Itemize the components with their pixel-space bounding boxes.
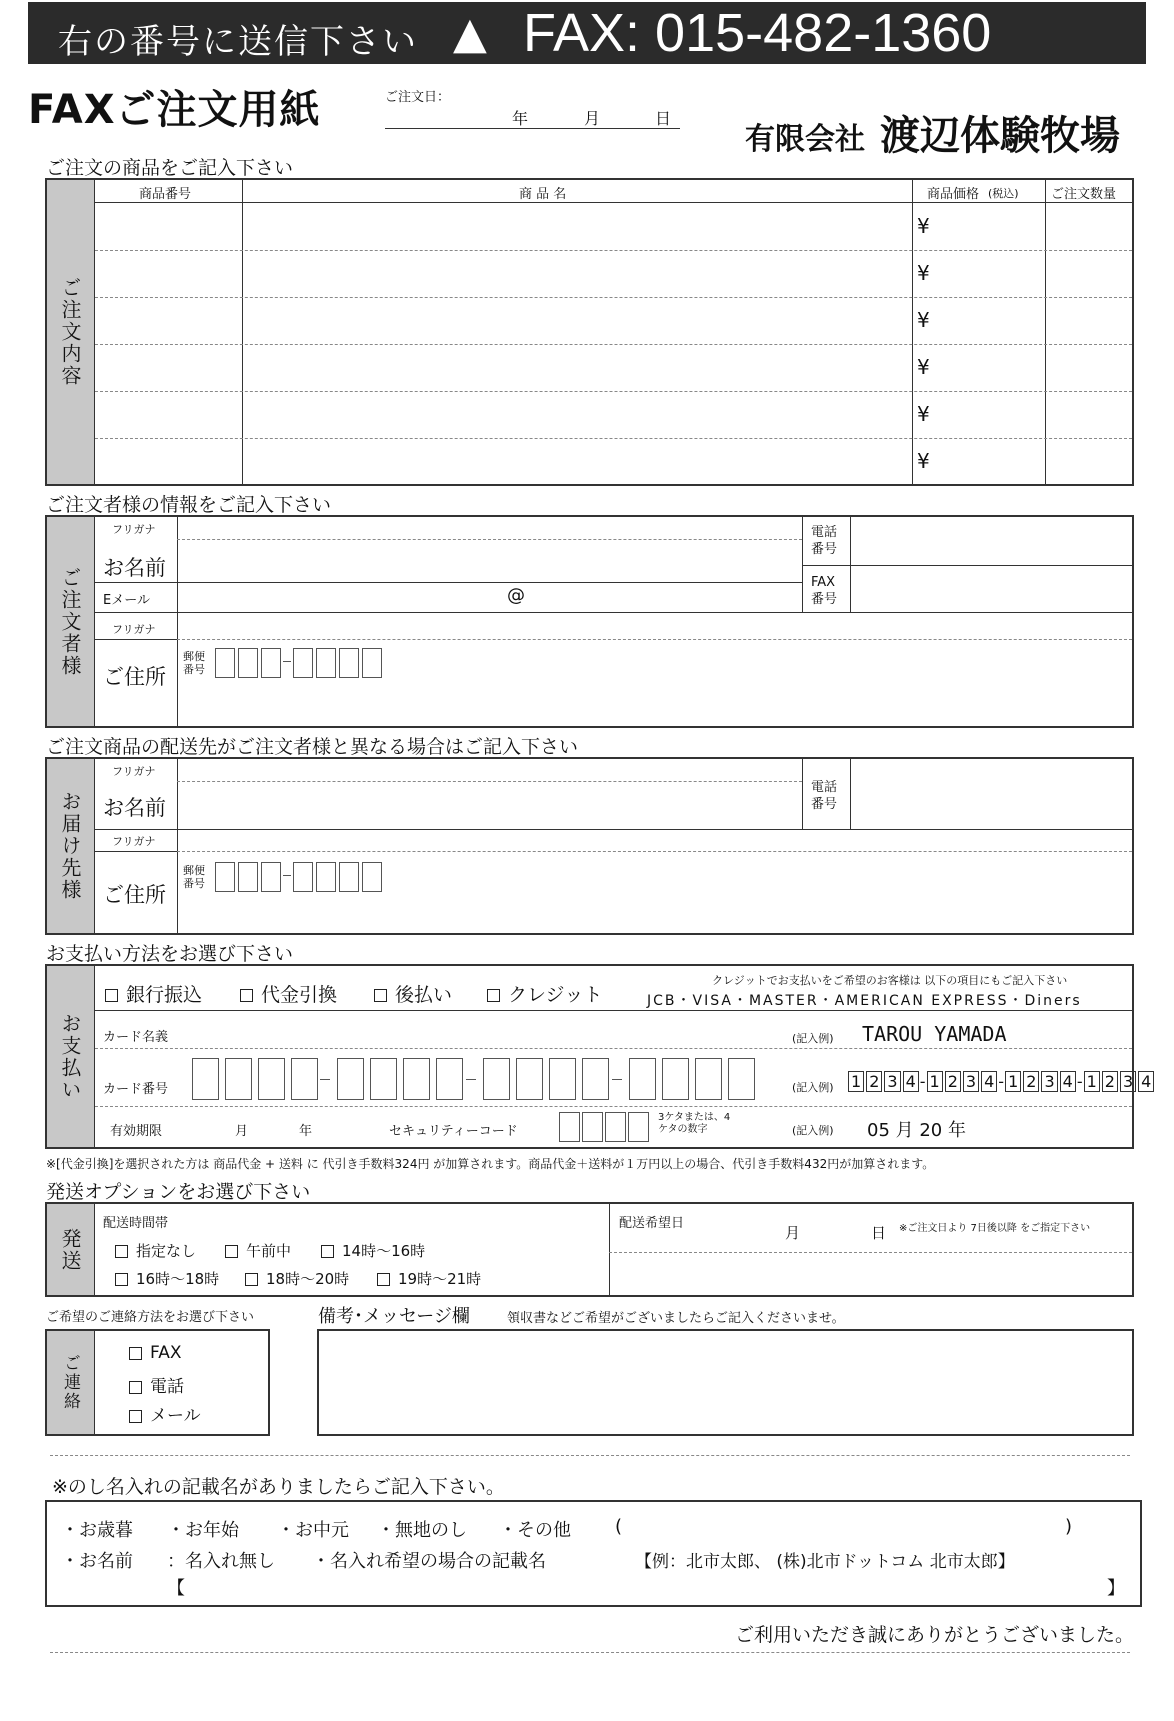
order-date-line bbox=[385, 128, 680, 129]
checkbox-icon bbox=[374, 989, 387, 1002]
delivery-date-note: ※ご注文日より 7日後以降 をご指定下さい bbox=[899, 1223, 1091, 1234]
checkbox-icon bbox=[245, 1273, 258, 1286]
header-instruction: 右の番号に送信下さい bbox=[58, 22, 418, 62]
delivery-section-title: ご注文商品の配送先がご注文者様と異なる場合はご記入下さい bbox=[46, 736, 579, 758]
expiry-month: 月 bbox=[235, 1124, 249, 1139]
time-option-16-18[interactable]: 16時～18時 bbox=[115, 1268, 219, 1289]
thanks-message: ご利用いただき誠にありがとうございました。 bbox=[735, 1624, 1135, 1646]
products-table bbox=[45, 178, 1134, 486]
cod-note: ※[代金引換]を選択された方は 商品代金 + 送料 に 代引き手数料324円 が加算されます。商品代金＋送料が１万円以上の場合、代引き手数料432円が加算されます。 bbox=[46, 1157, 935, 1171]
contact-option-fax[interactable]: FAX bbox=[129, 1343, 182, 1363]
card-number-label: カード番号 bbox=[103, 1082, 169, 1097]
col-code: 商品番号 bbox=[139, 187, 192, 202]
yen-1: ¥ bbox=[917, 214, 930, 238]
payment-option-credit[interactable]: クレジット bbox=[487, 980, 603, 1007]
header-bar bbox=[28, 2, 1146, 64]
card-name-label: カード名義 bbox=[103, 1030, 169, 1045]
noshi-plain[interactable]: ・無地のし bbox=[377, 1520, 467, 1541]
remarks-note: 領収書などご希望がございましたらご記入くださいませ。 bbox=[507, 1311, 845, 1326]
order-date-year: 年 bbox=[512, 109, 529, 128]
delivery-address-furigana: フリガナ bbox=[112, 835, 156, 848]
customer-table bbox=[45, 515, 1134, 728]
time-option-14-16[interactable]: 14時～16時 bbox=[321, 1240, 425, 1261]
noshi-example: 【例：北市太郎、 (株)北市ドットコム 北市太郎】 bbox=[635, 1552, 1015, 1572]
customer-side-label: ご注文者様 bbox=[47, 517, 95, 726]
expiry-label: 有効期限 bbox=[110, 1124, 163, 1139]
checkbox-icon bbox=[129, 1347, 142, 1360]
security-code-note: 3ケタまたは、4ケタの数字 bbox=[658, 1112, 731, 1135]
time-option-18-20[interactable]: 18時～20時 bbox=[245, 1268, 349, 1289]
card-name-example: TAROU YAMADA bbox=[862, 1022, 1007, 1046]
delivery-name-label: お名前 bbox=[103, 796, 166, 820]
customer-email-label: Eメール bbox=[103, 593, 150, 608]
delivery-date-day: 日 bbox=[871, 1224, 887, 1242]
delivery-table bbox=[45, 757, 1134, 935]
checkbox-icon bbox=[321, 1245, 334, 1258]
contact-side-label: ご連絡 bbox=[47, 1331, 95, 1434]
payment-option-cod[interactable]: 代金引換 bbox=[240, 980, 337, 1007]
expiry-example: 05 月 20 年 bbox=[867, 1120, 966, 1141]
products-side-label: ご注文内容 bbox=[47, 180, 95, 484]
checkbox-icon bbox=[225, 1245, 238, 1258]
customer-address-furigana: フリガナ bbox=[112, 623, 156, 636]
shipping-section-title: 発送オプションをお選び下さい bbox=[46, 1181, 311, 1203]
yen-6: ¥ bbox=[917, 449, 930, 473]
credit-note: クレジットでお支払いをご希望のお客様は 以下の項目にもご記入下さい bbox=[712, 974, 1068, 987]
delivery-phone-label: 電話番号 bbox=[811, 780, 838, 812]
time-option-none[interactable]: 指定なし bbox=[115, 1240, 196, 1261]
col-price: 商品価格 bbox=[927, 187, 980, 202]
noshi-other-close-paren: ) bbox=[1065, 1516, 1073, 1537]
checkbox-icon bbox=[105, 989, 118, 1002]
noshi-onenshi[interactable]: ・お年始 bbox=[167, 1520, 239, 1541]
contact-section-title: ご希望のご連絡方法をお選び下さい bbox=[46, 1310, 255, 1325]
triangle-icon: ▲ bbox=[453, 8, 487, 59]
checkbox-icon bbox=[129, 1410, 142, 1423]
remarks-title: 備考･メッセージ欄 bbox=[318, 1306, 470, 1327]
fax-number: FAX: 015-482-1360 bbox=[523, 3, 992, 63]
noshi-name-label: ・お名前 bbox=[61, 1551, 133, 1572]
time-option-morning[interactable]: 午前中 bbox=[225, 1240, 291, 1261]
noshi-want-name[interactable]: ・名入れ希望の場合の記載名 bbox=[312, 1551, 546, 1572]
customer-fax-label: FAX番号 bbox=[811, 575, 838, 607]
col-tax: (税込) bbox=[988, 187, 1019, 200]
contact-option-email[interactable]: メール bbox=[129, 1401, 201, 1426]
time-option-19-21[interactable]: 19時～21時 bbox=[377, 1268, 481, 1289]
security-code-label: セキュリティーコード bbox=[389, 1124, 518, 1139]
customer-furigana: フリガナ bbox=[112, 523, 156, 536]
checkbox-icon bbox=[487, 989, 500, 1002]
customer-phone-label: 電話番号 bbox=[811, 525, 838, 557]
col-qty: ご注文数量 bbox=[1051, 187, 1117, 202]
noshi-title: ※のし名入れの記載名がありましたらご記入下さい。 bbox=[52, 1476, 505, 1498]
noshi-no-name[interactable]: ：名入れ無し bbox=[167, 1551, 275, 1572]
shipping-table bbox=[45, 1202, 1134, 1297]
noshi-oseibo[interactable]: ・お歳暮 bbox=[61, 1520, 133, 1541]
delivery-postal-label: 郵便番号 bbox=[183, 864, 205, 890]
card-number-example-label: (記入例) bbox=[792, 1081, 834, 1094]
noshi-other-open-paren: ( bbox=[615, 1516, 623, 1537]
contact-table bbox=[45, 1329, 270, 1436]
delivery-furigana: フリガナ bbox=[112, 765, 156, 778]
checkbox-icon bbox=[115, 1245, 128, 1258]
noshi-open-bracket: 【 bbox=[167, 1578, 185, 1599]
payment-option-deferred[interactable]: 後払い bbox=[374, 980, 452, 1007]
order-date-month: 月 bbox=[584, 109, 601, 128]
noshi-ochugen[interactable]: ・お中元 bbox=[277, 1520, 349, 1541]
customer-section-title: ご注文者様の情報をご記入下さい bbox=[46, 494, 332, 516]
customer-address-label: ご住所 bbox=[103, 665, 166, 689]
payment-side-label: お支払い bbox=[47, 966, 95, 1147]
card-number-example: 1 2 3 4 - 1 2 3 4 - 1 2 3 4 - 1 2 3 4 bbox=[847, 1071, 1155, 1092]
expiry-year: 年 bbox=[299, 1124, 313, 1139]
card-name-example-label: (記入例) bbox=[792, 1032, 834, 1045]
card-brands: JCB・VISA・MASTER・AMERICAN EXPRESS・Diners bbox=[647, 993, 1082, 1009]
company-prefix: 有限会社 bbox=[745, 122, 865, 157]
order-date-day: 日 bbox=[655, 109, 672, 128]
remarks-field[interactable] bbox=[317, 1329, 1134, 1436]
delivery-time-label: 配送時間帯 bbox=[103, 1216, 169, 1231]
shipping-side-label: 発送 bbox=[47, 1204, 95, 1295]
at-icon: @ bbox=[507, 585, 525, 606]
checkbox-icon bbox=[240, 989, 253, 1002]
checkbox-icon bbox=[377, 1273, 390, 1286]
noshi-close-bracket: 】 bbox=[1107, 1578, 1125, 1599]
yen-3: ¥ bbox=[917, 308, 930, 332]
payment-section-title: お支払い方法をお選び下さい bbox=[46, 943, 294, 965]
page-title: FAXご注文用紙 bbox=[28, 87, 321, 133]
delivery-address-label: ご住所 bbox=[103, 883, 166, 907]
contact-option-phone[interactable]: 電話 bbox=[129, 1372, 184, 1397]
delivery-date-month: 月 bbox=[785, 1224, 801, 1242]
checkbox-icon bbox=[115, 1273, 128, 1286]
yen-2: ¥ bbox=[917, 261, 930, 285]
checkbox-icon bbox=[129, 1381, 142, 1394]
products-section-title: ご注文の商品をご記入下さい bbox=[46, 157, 294, 179]
delivery-side-label: お届け先様 bbox=[47, 759, 95, 933]
company-name: 渡辺体験牧場 bbox=[880, 113, 1120, 159]
delivery-date-label: 配送希望日 bbox=[619, 1216, 685, 1231]
expiry-example-label: (記入例) bbox=[792, 1124, 834, 1137]
noshi-other[interactable]: ・その他 bbox=[499, 1520, 571, 1541]
noshi-box bbox=[45, 1500, 1142, 1607]
payment-table bbox=[45, 964, 1152, 1149]
customer-name-label: お名前 bbox=[103, 556, 166, 580]
customer-postal-label: 郵便番号 bbox=[183, 650, 205, 676]
yen-4: ¥ bbox=[917, 355, 930, 379]
yen-5: ¥ bbox=[917, 402, 930, 426]
order-date-label: ご注文日： bbox=[385, 90, 451, 105]
col-name: 商 品 名 bbox=[519, 187, 567, 202]
payment-option-bank[interactable]: 銀行振込 bbox=[105, 980, 202, 1007]
